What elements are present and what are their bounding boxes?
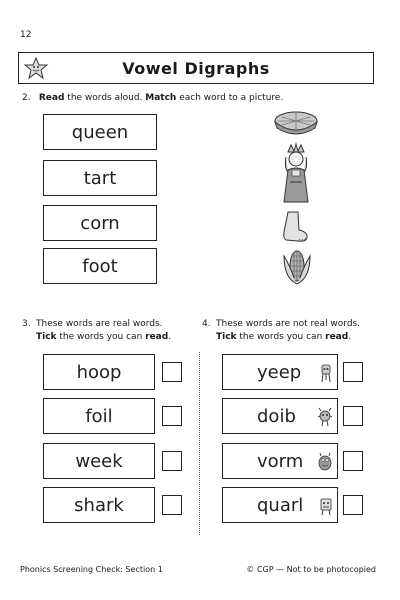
alien-icon xyxy=(319,363,333,383)
pie-tart-picture[interactable] xyxy=(272,108,320,138)
page-number: 12 xyxy=(20,30,32,40)
word-box-foil: foil xyxy=(43,398,155,434)
tick-box-quarl[interactable] xyxy=(343,495,363,515)
emph-tick: Tick xyxy=(216,332,237,342)
tick-box-shark[interactable] xyxy=(162,495,182,515)
footer-section-label: Phonics Screening Check: Section 1 xyxy=(20,565,163,574)
word-box-shark: shark xyxy=(43,487,155,523)
word-text: vorm xyxy=(257,450,304,472)
foot-picture[interactable] xyxy=(280,210,310,244)
instruction-text: each word to a picture. xyxy=(176,93,284,103)
tick-box-vorm[interactable] xyxy=(343,451,363,471)
emph-tick: Tick xyxy=(36,332,57,342)
emph-match: Match xyxy=(145,93,177,103)
word-text: doib xyxy=(257,405,296,427)
corn-picture[interactable] xyxy=(280,248,314,286)
word-box-queen[interactable]: queen xyxy=(43,114,157,150)
title-bar xyxy=(18,52,374,84)
question-number: 3. xyxy=(22,319,31,329)
tick-box-hoop[interactable] xyxy=(162,362,182,382)
instruction-text: the words you can xyxy=(56,332,146,342)
tick-box-yeep[interactable] xyxy=(343,362,363,382)
instruction-text: These words are not real words. xyxy=(216,319,361,329)
word-box-week: week xyxy=(43,443,155,479)
word-box-corn[interactable]: corn xyxy=(43,205,157,241)
alien-icon xyxy=(319,496,333,516)
word-text: quarl xyxy=(257,494,304,516)
word-box-quarl xyxy=(222,487,338,523)
page-title: Vowel Digraphs xyxy=(122,59,270,78)
word-box-yeep xyxy=(222,354,338,390)
question-2-instruction xyxy=(22,92,283,105)
tick-box-foil[interactable] xyxy=(162,406,182,426)
alien-icon xyxy=(317,452,333,472)
instruction-text: the words aloud. xyxy=(64,93,146,103)
tick-box-week[interactable] xyxy=(162,451,182,471)
word-box-tart[interactable]: tart xyxy=(43,160,157,196)
tick-box-doib[interactable] xyxy=(343,406,363,426)
footer-copyright: © CGP — Not to be photocopied xyxy=(246,565,376,574)
question-4-instruction xyxy=(202,318,382,344)
word-box-foot[interactable]: foot xyxy=(43,248,157,284)
word-text: yeep xyxy=(257,361,302,383)
emph-read: read xyxy=(325,332,349,342)
emph-read: Read xyxy=(38,93,65,103)
word-box-hoop: hoop xyxy=(43,354,155,390)
emph-read: read xyxy=(145,332,169,342)
question-number: 4. xyxy=(202,319,211,329)
queen-picture[interactable] xyxy=(274,142,318,204)
instruction-text: . xyxy=(168,332,172,342)
instruction-text: These words are real words. xyxy=(36,319,163,329)
question-3-instruction xyxy=(22,318,202,344)
instruction-text: . xyxy=(348,332,352,342)
column-divider xyxy=(199,352,200,535)
question-number: 2. xyxy=(22,93,31,103)
instruction-text: the words you can xyxy=(236,332,326,342)
word-box-vorm xyxy=(222,443,338,479)
word-box-doib xyxy=(222,398,338,434)
alien-icon xyxy=(317,407,333,427)
